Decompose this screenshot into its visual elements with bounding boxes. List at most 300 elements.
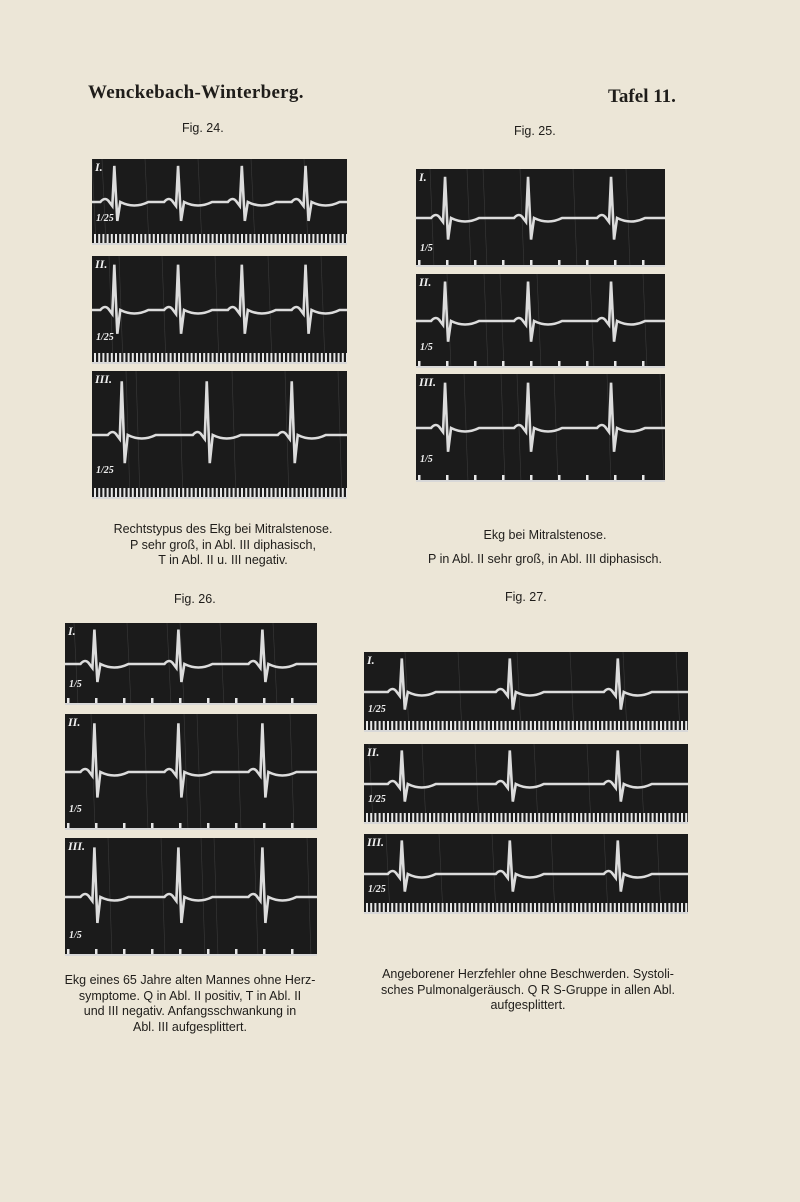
time-marker-tick (526, 721, 528, 731)
time-marker-tick (296, 234, 298, 244)
ecg-strip-lead-1 (364, 652, 688, 732)
ecg-trace (416, 169, 665, 267)
time-marker-tick (589, 813, 591, 823)
time-marker-tick (584, 813, 586, 823)
time-marker-tick (140, 353, 142, 363)
time-marker-tick (471, 903, 473, 913)
ecg-waveform (65, 847, 317, 923)
time-scale-label: 1/5 (420, 243, 433, 254)
time-marker-tick (639, 813, 641, 823)
time-marker-tick (433, 721, 435, 731)
time-marker-tick (174, 234, 176, 244)
time-marker-tick (677, 813, 679, 823)
time-scale-label: 1/25 (96, 213, 114, 224)
time-marker-tick (366, 903, 368, 913)
lead-label: I. (367, 653, 375, 667)
time-marker-tick (647, 813, 649, 823)
time-marker-tick (479, 813, 481, 823)
time-marker-tick (429, 721, 431, 731)
time-marker-tick (249, 234, 251, 244)
time-marker-tick (182, 353, 184, 363)
ecg-trace (65, 623, 317, 705)
time-marker-tick (144, 488, 146, 498)
time-marker-tick (237, 234, 239, 244)
time-marker-tick (186, 353, 188, 363)
time-marker-tick (484, 903, 486, 913)
time-marker-tick (547, 903, 549, 913)
time-marker-tick (471, 813, 473, 823)
time-marker-tick (463, 903, 465, 913)
ecg-trace (92, 371, 347, 499)
time-marker-tick (241, 353, 243, 363)
time-marker-tick (458, 903, 460, 913)
time-marker-tick (416, 813, 418, 823)
time-marker-tick (597, 813, 599, 823)
time-marker-tick (631, 813, 633, 823)
time-marker-tick (245, 234, 247, 244)
time-marker-tick (325, 488, 327, 498)
time-marker-tick (157, 488, 159, 498)
time-marker-tick (454, 813, 456, 823)
time-marker-tick (450, 903, 452, 913)
ecg-trace (92, 256, 347, 364)
time-marker-tick (270, 353, 272, 363)
time-marker-tick (605, 721, 607, 731)
time-marker-tick (412, 721, 414, 731)
time-marker-tick (576, 721, 578, 731)
time-marker-tick (128, 234, 130, 244)
time-marker-tick (643, 721, 645, 731)
time-marker-tick (119, 353, 121, 363)
time-marker-tick (509, 903, 511, 913)
time-marker-tick (153, 488, 155, 498)
time-marker-tick (408, 813, 410, 823)
time-marker-tick (580, 813, 582, 823)
time-marker-tick (308, 234, 310, 244)
ecg-strip-lead-2 (92, 256, 347, 364)
time-marker-tick (542, 721, 544, 731)
time-marker-tick (408, 903, 410, 913)
time-marker-tick (258, 353, 260, 363)
time-marker-tick (643, 813, 645, 823)
time-marker-tick (266, 234, 268, 244)
time-marker-tick (618, 903, 620, 913)
ecg-trace (65, 838, 317, 956)
time-marker-tick (329, 488, 331, 498)
time-marker-tick (342, 488, 344, 498)
time-marker-tick (254, 353, 256, 363)
time-marker-tick (107, 353, 109, 363)
time-marker-tick (433, 813, 435, 823)
time-marker-tick (593, 721, 595, 731)
time-marker-tick (224, 353, 226, 363)
time-marker-tick (656, 721, 658, 731)
time-marker-tick (387, 721, 389, 731)
time-marker-tick (463, 721, 465, 731)
caption-line: Angeborener Herzfehler ohne Beschwerden. Systoli- (382, 967, 674, 981)
time-marker-tick (182, 234, 184, 244)
time-marker-tick (338, 234, 340, 244)
time-marker-tick (374, 721, 376, 731)
time-marker-tick (220, 488, 222, 498)
caption-line: Abl. III aufgesplittert. (133, 1019, 247, 1034)
lead-label: III. (419, 375, 437, 389)
time-scale-label: 1/25 (96, 332, 114, 343)
time-marker-tick (111, 488, 113, 498)
time-marker-tick (379, 813, 381, 823)
time-marker-tick (400, 813, 402, 823)
time-marker-tick (191, 234, 193, 244)
time-marker-tick (610, 903, 612, 913)
time-marker-tick (542, 813, 544, 823)
time-marker-tick (383, 903, 385, 913)
figure-caption-26 (52, 973, 328, 1035)
time-marker-tick (647, 903, 649, 913)
time-marker-tick (342, 234, 344, 244)
time-marker-tick (517, 813, 519, 823)
time-marker-tick (593, 813, 595, 823)
time-marker-tick (157, 353, 159, 363)
time-scale-label: 1/5 (420, 454, 433, 465)
time-marker-tick (233, 234, 235, 244)
time-marker-tick (395, 813, 397, 823)
time-marker-tick (387, 903, 389, 913)
time-marker-tick (287, 488, 289, 498)
plate-number: Tafel 11. (608, 86, 676, 107)
time-marker-tick (233, 353, 235, 363)
caption-line: und III negativ. Anfangsschwankung in (83, 1004, 297, 1018)
time-marker-tick (601, 903, 603, 913)
time-marker-tick (660, 813, 662, 823)
ecg-waveform (92, 265, 347, 334)
time-marker-tick (374, 813, 376, 823)
time-scale-label: 1/5 (420, 342, 433, 353)
time-marker-tick (584, 721, 586, 731)
time-marker-tick (496, 813, 498, 823)
time-marker-tick (224, 234, 226, 244)
time-marker-tick (416, 721, 418, 731)
time-marker-tick (228, 488, 230, 498)
time-marker-tick (551, 721, 553, 731)
time-marker-tick (149, 353, 151, 363)
ecg-waveform (364, 750, 688, 801)
time-marker-tick (287, 353, 289, 363)
time-marker-tick (212, 353, 214, 363)
time-marker-tick (132, 488, 134, 498)
time-marker-tick (207, 234, 209, 244)
time-marker-tick (521, 903, 523, 913)
time-marker-tick (258, 234, 260, 244)
time-marker-tick (479, 721, 481, 731)
time-marker-tick (563, 903, 565, 913)
time-marker-tick (681, 903, 683, 913)
time-marker-tick (668, 813, 670, 823)
time-marker-tick (555, 903, 557, 913)
time-marker-tick (404, 903, 406, 913)
time-marker-tick (568, 813, 570, 823)
time-marker-tick (153, 234, 155, 244)
ecg-waveform (416, 383, 665, 452)
time-marker-tick (317, 353, 319, 363)
time-marker-tick (572, 813, 574, 823)
time-marker-tick (262, 234, 264, 244)
time-marker-tick (291, 353, 293, 363)
time-marker-tick (216, 488, 218, 498)
time-marker-tick (475, 813, 477, 823)
time-marker-tick (132, 234, 134, 244)
time-marker-tick (144, 234, 146, 244)
time-marker-tick (224, 488, 226, 498)
time-marker-tick (589, 903, 591, 913)
time-marker-tick (287, 234, 289, 244)
lead-label: I. (419, 170, 427, 184)
ecg-trace (364, 834, 688, 914)
time-marker-tick (182, 488, 184, 498)
time-marker-tick (270, 488, 272, 498)
time-marker-tick (383, 813, 385, 823)
time-marker-tick (157, 234, 159, 244)
time-marker-tick (325, 234, 327, 244)
time-marker-tick (275, 353, 277, 363)
time-marker-tick (94, 488, 96, 498)
time-scale-label: 1/5 (69, 804, 82, 815)
time-marker-tick (296, 488, 298, 498)
time-marker-tick (329, 234, 331, 244)
time-marker-tick (681, 813, 683, 823)
time-marker-tick (542, 903, 544, 913)
ecg-waveform (65, 630, 317, 682)
time-marker-tick (161, 353, 163, 363)
time-marker-tick (467, 721, 469, 731)
time-marker-tick (509, 721, 511, 731)
time-marker-tick (639, 721, 641, 731)
time-marker-tick (241, 488, 243, 498)
time-marker-tick (374, 903, 376, 913)
time-marker-tick (631, 721, 633, 731)
ecg-strip-lead-2 (364, 744, 688, 824)
time-marker-tick (488, 721, 490, 731)
time-marker-tick (300, 234, 302, 244)
time-marker-tick (492, 813, 494, 823)
time-marker-tick (622, 903, 624, 913)
time-marker-tick (308, 488, 310, 498)
ecg-strip-lead-3 (364, 834, 688, 914)
time-marker-tick (149, 234, 151, 244)
time-marker-tick (283, 234, 285, 244)
time-marker-tick (333, 488, 335, 498)
time-marker-tick (98, 234, 100, 244)
time-marker-tick (195, 234, 197, 244)
lead-label: III. (95, 372, 113, 386)
time-marker-tick (186, 488, 188, 498)
time-marker-tick (551, 813, 553, 823)
time-marker-tick (530, 721, 532, 731)
time-marker-tick (346, 353, 347, 363)
time-marker-tick (496, 903, 498, 913)
time-marker-tick (534, 903, 536, 913)
time-marker-tick (446, 721, 448, 731)
time-marker-tick (681, 721, 683, 731)
time-marker-tick (275, 488, 277, 498)
time-marker-tick (568, 721, 570, 731)
time-marker-tick (153, 353, 155, 363)
ecg-waveform (65, 723, 317, 797)
time-marker-tick (283, 488, 285, 498)
time-marker-tick (559, 903, 561, 913)
lead-label: II. (68, 715, 81, 729)
time-marker-tick (492, 903, 494, 913)
time-marker-tick (639, 903, 641, 913)
lead-label: I. (68, 624, 76, 638)
time-marker-tick (123, 353, 125, 363)
time-marker-tick (123, 488, 125, 498)
time-marker-tick (673, 903, 675, 913)
lead-label: II. (95, 257, 108, 271)
time-marker-tick (610, 813, 612, 823)
caption-line: Rechtstypus des Ekg bei Mitralstenose. (113, 522, 333, 536)
time-marker-tick (442, 721, 444, 731)
time-marker-tick (321, 353, 323, 363)
ecg-trace (92, 159, 347, 245)
time-marker-tick (437, 903, 439, 913)
time-marker-tick (605, 813, 607, 823)
ecg-strip-lead-2 (65, 714, 317, 830)
time-marker-tick (584, 903, 586, 913)
time-marker-tick (216, 234, 218, 244)
time-marker-tick (534, 813, 536, 823)
time-marker-tick (254, 234, 256, 244)
time-marker-tick (342, 353, 344, 363)
time-marker-tick (442, 903, 444, 913)
ecg-waveform (416, 282, 665, 342)
time-marker-tick (668, 903, 670, 913)
time-marker-tick (547, 721, 549, 731)
time-marker-tick (400, 721, 402, 731)
time-marker-tick (165, 488, 167, 498)
time-marker-tick (635, 813, 637, 823)
time-marker-tick (279, 234, 281, 244)
ecg-strip-lead-1 (92, 159, 347, 245)
time-marker-tick (530, 813, 532, 823)
time-marker-tick (538, 721, 540, 731)
ecg-strip-lead-1 (65, 623, 317, 705)
time-marker-tick (220, 234, 222, 244)
lead-label: III. (68, 839, 86, 853)
time-marker-tick (186, 234, 188, 244)
time-marker-tick (249, 488, 251, 498)
time-marker-tick (338, 353, 340, 363)
time-marker-tick (664, 903, 666, 913)
time-marker-tick (149, 488, 151, 498)
ecg-strip-lead-3 (416, 374, 665, 482)
ecg-strip-lead-2 (416, 274, 665, 368)
time-marker-tick (291, 488, 293, 498)
time-marker-tick (547, 813, 549, 823)
time-marker-tick (513, 813, 515, 823)
time-marker-tick (576, 903, 578, 913)
time-marker-tick (563, 721, 565, 731)
time-marker-tick (283, 353, 285, 363)
time-marker-tick (107, 234, 109, 244)
time-marker-tick (652, 903, 654, 913)
time-marker-tick (454, 721, 456, 731)
time-marker-tick (580, 721, 582, 731)
time-marker-tick (429, 903, 431, 913)
caption-line: symptome. Q in Abl. II positiv, T in Abl. II (78, 988, 302, 1003)
time-marker-tick (505, 813, 507, 823)
time-marker-tick (538, 813, 540, 823)
time-marker-tick (458, 813, 460, 823)
time-marker-tick (383, 721, 385, 731)
time-marker-tick (317, 488, 319, 498)
time-scale-label: 1/5 (69, 679, 82, 690)
time-marker-tick (228, 353, 230, 363)
time-marker-tick (614, 903, 616, 913)
lead-label: I. (95, 160, 103, 174)
time-marker-tick (475, 903, 477, 913)
time-marker-tick (115, 234, 117, 244)
time-marker-tick (170, 353, 172, 363)
time-marker-tick (601, 721, 603, 731)
time-marker-tick (677, 721, 679, 731)
time-marker-tick (178, 488, 180, 498)
time-marker-tick (366, 813, 368, 823)
time-marker-tick (622, 721, 624, 731)
time-marker-tick (421, 721, 423, 731)
time-marker-tick (668, 721, 670, 731)
time-marker-tick (475, 721, 477, 731)
time-marker-tick (266, 353, 268, 363)
time-marker-tick (572, 903, 574, 913)
time-marker-tick (521, 721, 523, 731)
time-marker-tick (237, 353, 239, 363)
figure-label-24: Fig. 24. (182, 121, 224, 135)
time-marker-tick (165, 234, 167, 244)
time-marker-tick (559, 813, 561, 823)
time-marker-tick (102, 353, 104, 363)
time-marker-tick (317, 234, 319, 244)
time-marker-tick (458, 721, 460, 731)
time-marker-tick (136, 488, 138, 498)
time-marker-tick (262, 488, 264, 498)
time-marker-tick (685, 813, 687, 823)
time-marker-tick (262, 353, 264, 363)
time-marker-tick (370, 903, 372, 913)
time-marker-tick (379, 721, 381, 731)
time-marker-tick (664, 721, 666, 731)
time-marker-tick (266, 488, 268, 498)
time-marker-tick (429, 813, 431, 823)
time-marker-tick (333, 234, 335, 244)
time-marker-tick (446, 813, 448, 823)
time-marker-tick (128, 488, 130, 498)
time-marker-tick (165, 353, 167, 363)
time-marker-tick (115, 353, 117, 363)
time-marker-tick (254, 488, 256, 498)
time-marker-tick (333, 353, 335, 363)
time-marker-tick (597, 903, 599, 913)
time-marker-tick (643, 903, 645, 913)
ecg-trace (364, 652, 688, 732)
time-marker-tick (325, 353, 327, 363)
time-marker-tick (338, 488, 340, 498)
time-marker-tick (496, 721, 498, 731)
time-marker-tick (207, 353, 209, 363)
time-marker-tick (572, 721, 574, 731)
ecg-strip-lead-3 (92, 371, 347, 499)
time-marker-tick (300, 353, 302, 363)
caption-line: P in Abl. II sehr groß, in Abl. III diphasisch. (428, 551, 662, 566)
